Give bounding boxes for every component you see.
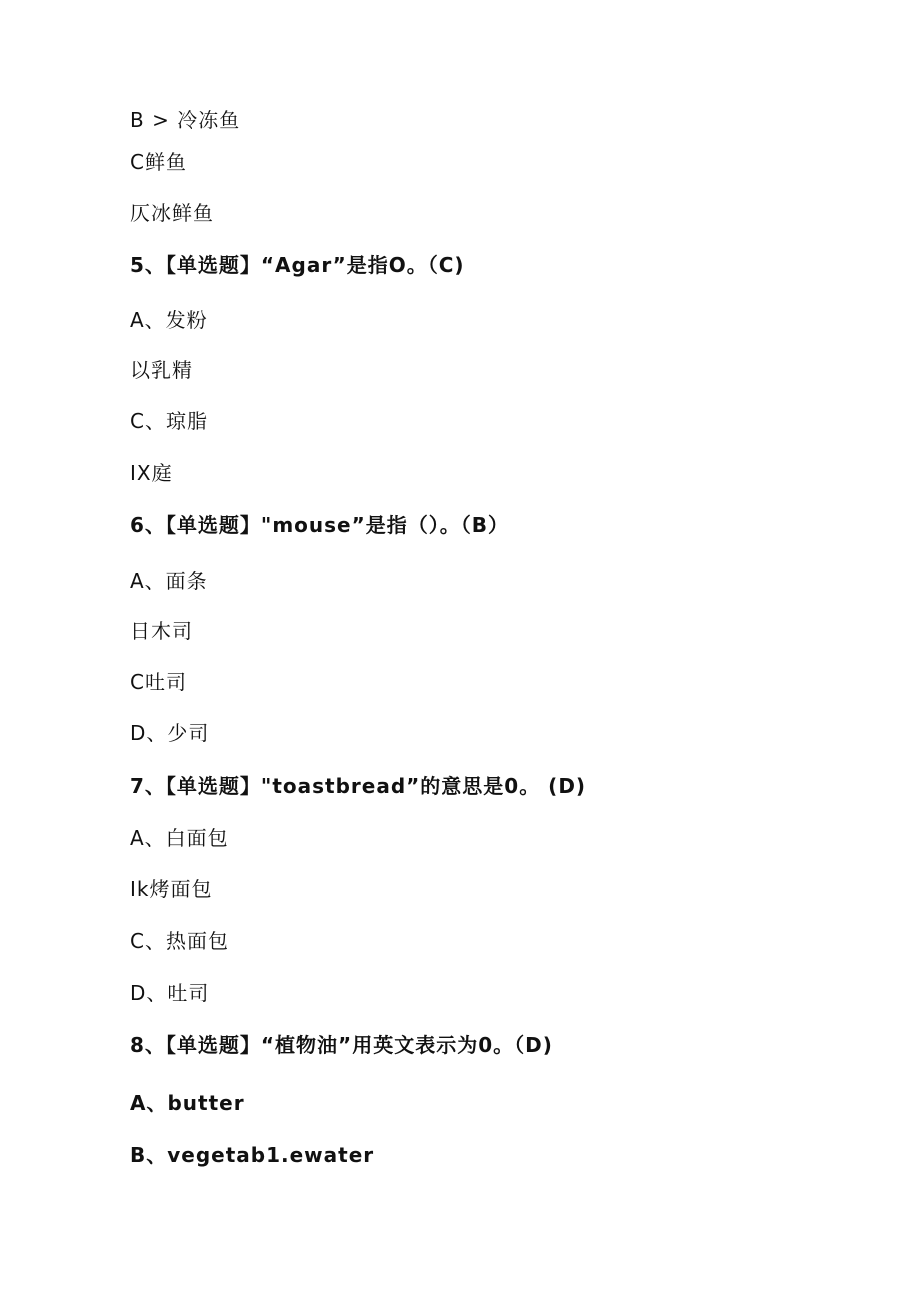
option-line: C吐司 bbox=[130, 670, 187, 694]
question-line: 5、【单选题】“Agar”是指O。（C) bbox=[130, 253, 465, 277]
option-line: 以乳精 bbox=[130, 358, 193, 382]
option-line: D、吐司 bbox=[130, 981, 210, 1005]
option-line: B、vegetab1.ewater bbox=[130, 1143, 375, 1167]
option-line: A、butter bbox=[130, 1091, 245, 1115]
question-line: 7、【单选题】"toastbread”的意思是0。 (D) bbox=[130, 774, 587, 798]
option-line: A、面条 bbox=[130, 569, 208, 593]
option-line: C、热面包 bbox=[130, 929, 229, 953]
option-line: A、白面包 bbox=[130, 826, 229, 850]
question-line: 8、【单选题】“植物油”用英文表示为0。（D) bbox=[130, 1033, 553, 1057]
question-line: 6、【单选题】"mouse”是指（）。（B） bbox=[130, 513, 510, 537]
option-line: B > 冷冻鱼 bbox=[130, 108, 241, 132]
option-line: IX庭 bbox=[130, 461, 173, 485]
option-line: A、发粉 bbox=[130, 308, 208, 332]
option-line: C、琼脂 bbox=[130, 409, 208, 433]
option-line: 日木司 bbox=[130, 619, 193, 643]
option-line: 仄冰鲜鱼 bbox=[130, 201, 214, 225]
option-line: Ik烤面包 bbox=[130, 877, 213, 901]
option-line: C鲜鱼 bbox=[130, 150, 187, 174]
option-line: D、少司 bbox=[130, 721, 210, 745]
